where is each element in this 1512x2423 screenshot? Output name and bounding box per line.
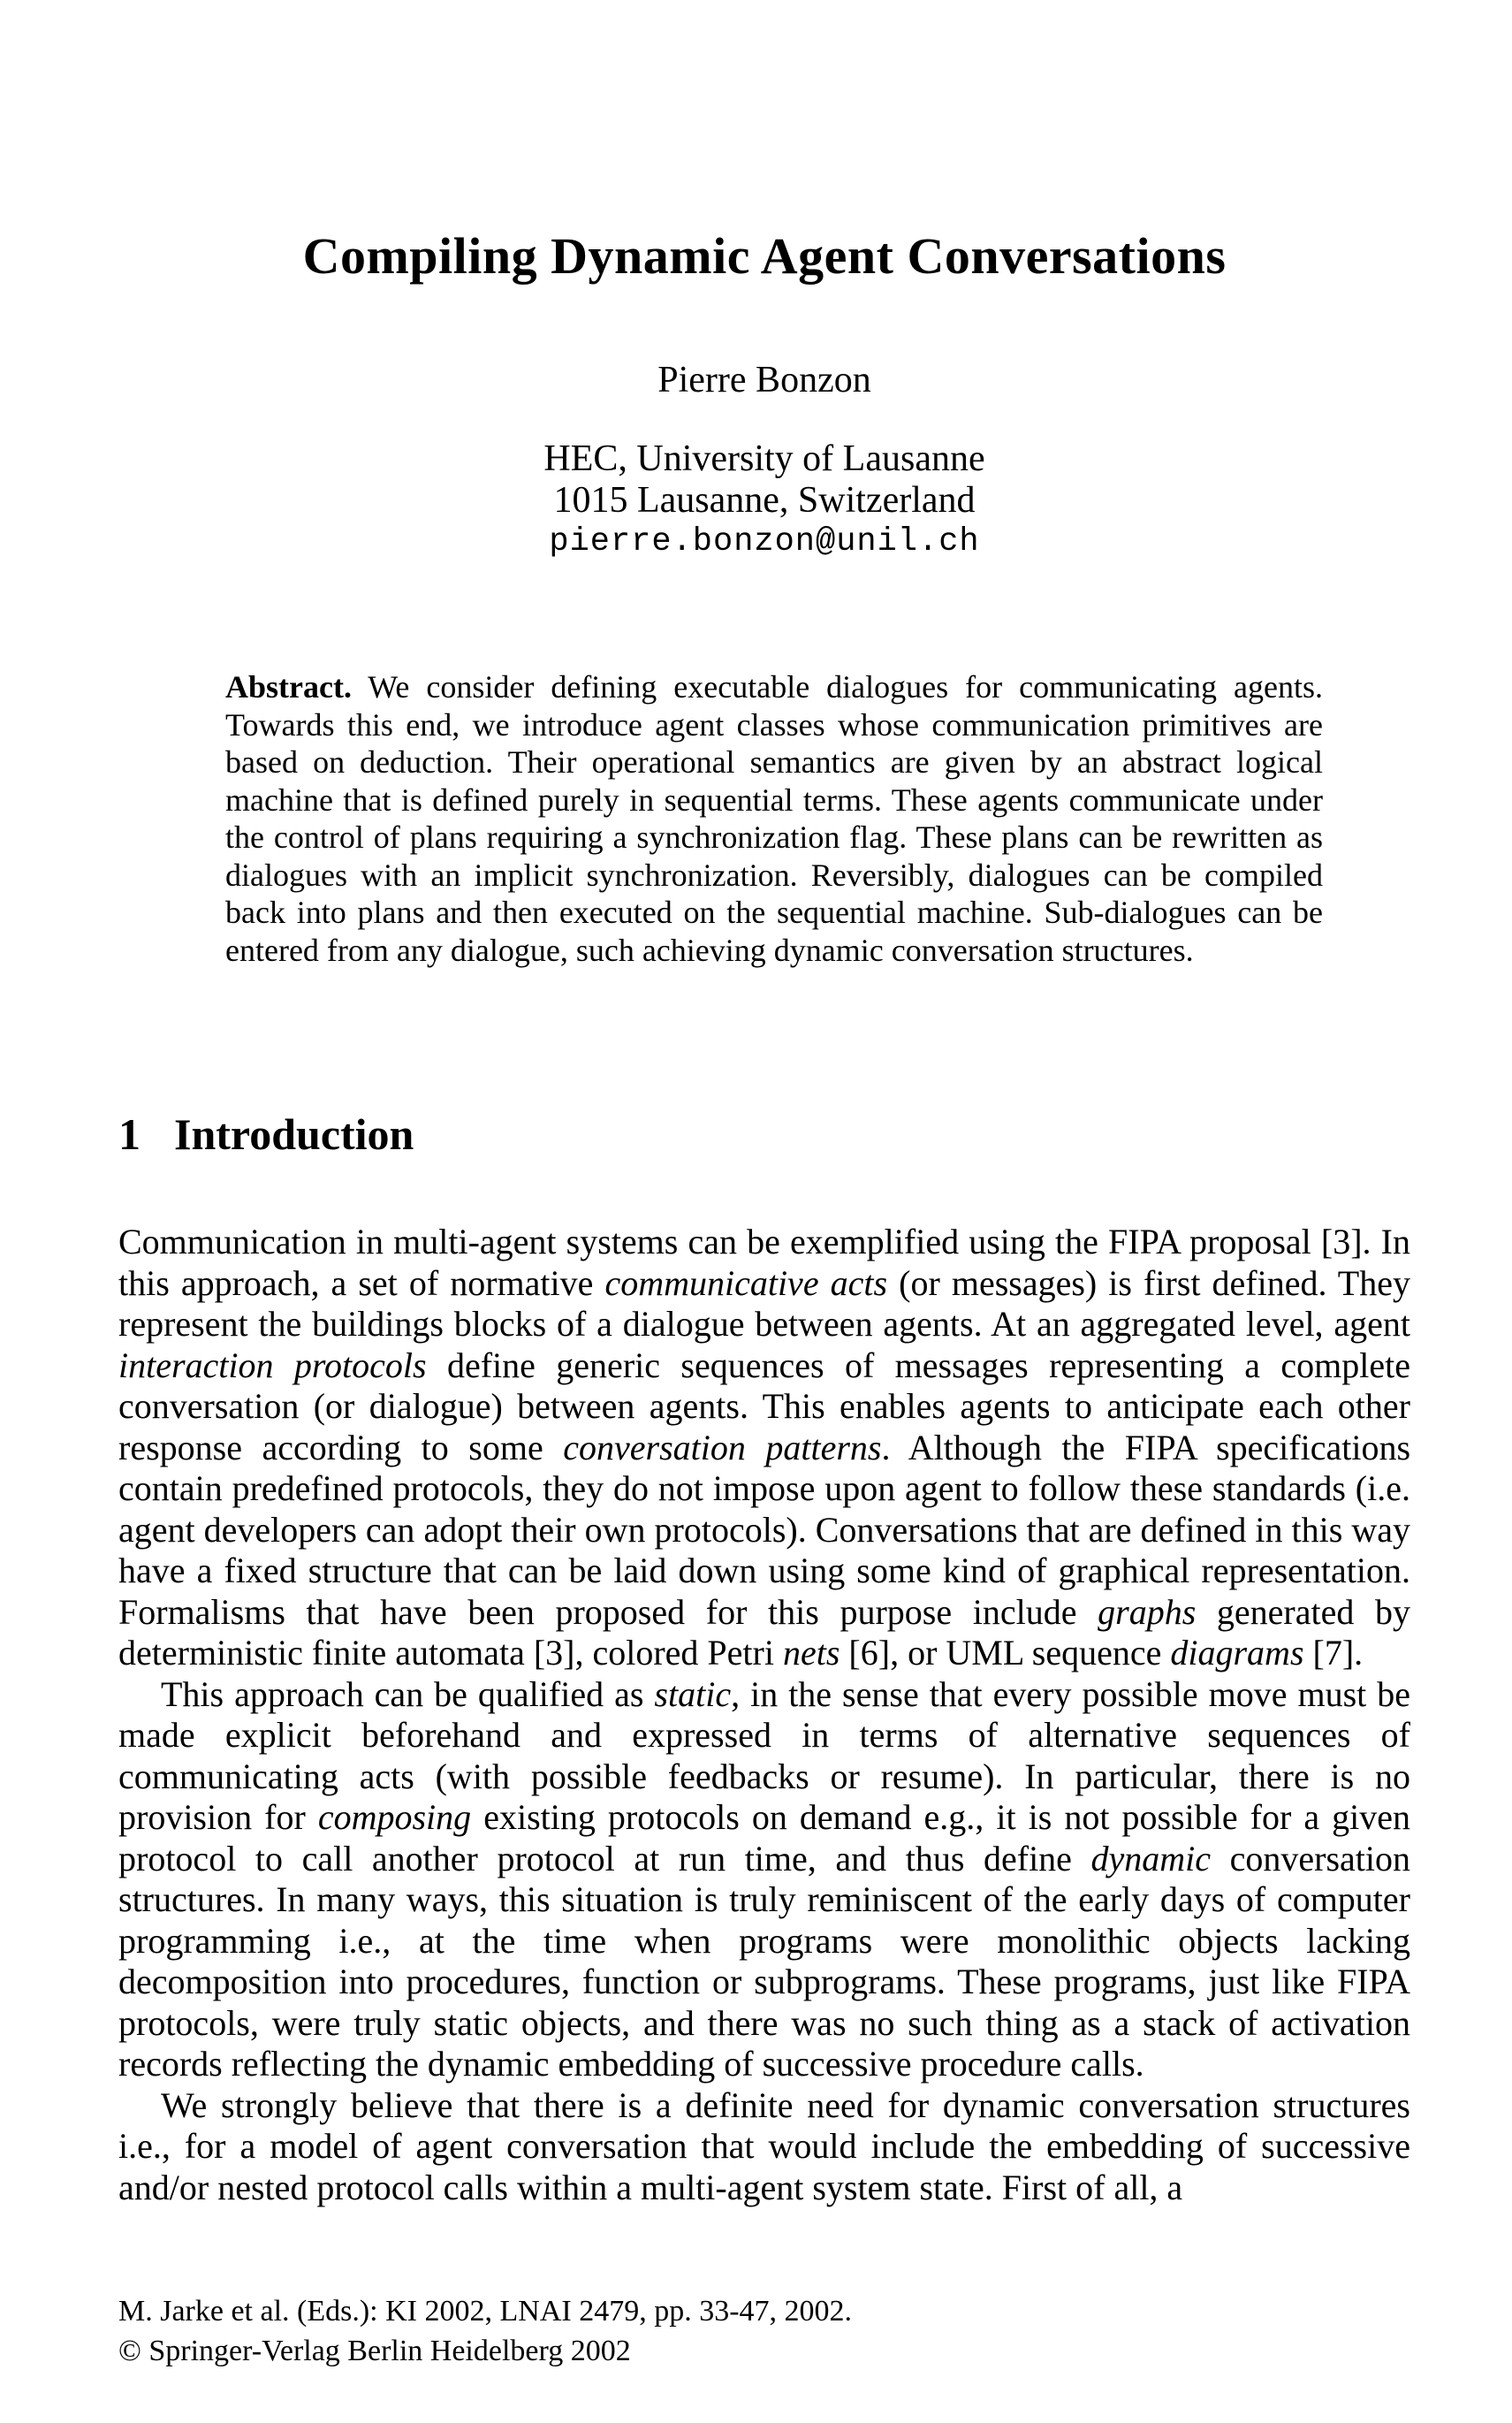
text-run: Communication in multi-agent systems can be exemplified using the FIPA proposal [3]. In this approach, a set of normative [118, 1222, 1410, 1303]
italic-term-dynamic: dynamic [1090, 1838, 1212, 1878]
text-run: generated by deterministic finite automata [3], colored Petri [118, 1591, 1410, 1672]
footer-block [118, 2291, 1410, 2371]
text-run: conversation structures. In many ways, this situation is truly reminiscent of the early days of computer programming i.e., at the time when programs were monolithic objects lacking decomposition into procedures, function or subprograms. These programs, just like FIPA protocols, were truly static objects, and there was no such thing as a stack of activation records reflecting the dynamic embedding of successive procedure calls. [118, 1838, 1411, 2084]
affiliation-block [118, 438, 1410, 563]
text-run: . Although the FIPA specifications contain predefined protocols, they do not impose upon agent to follow these standards (i.e. agent developers can adopt their own protocols). Conversations that are defined in this way have a fixed structure that can be laid down using some kind of graphical representation. Formalisms that have been proposed for this purpose include [118, 1427, 1411, 1632]
text-run: existing protocols on demand e.g., it is not possible for a given protocol to call another protocol at run time, and thus define [118, 1797, 1410, 1878]
footer-copyright: © Springer-Verlag Berlin Heidelberg 2002 [118, 2335, 631, 2367]
intro-paragraph-1 [118, 1222, 1410, 1674]
footer-citation: M. Jarke et al. (Eds.): KI 2002, LNAI 2479, pp. 33-47, 2002. [118, 2295, 853, 2328]
text-run: This approach can be qualified as [161, 1673, 655, 1714]
italic-term-communicative-acts: communicative acts [604, 1262, 888, 1303]
affiliation-line-2: 1015 Lausanne, Switzerland [553, 480, 976, 521]
italic-term-conversation-patterns: conversation patterns [563, 1427, 882, 1467]
section-title: Introduction [174, 1109, 414, 1159]
abstract-text: We consider defining executable dialogues for communicating agents. Towards this end, we introduce agent classes whose communication primitives are based on deduction. Their operational semantics are given by an abstract logical machine that is defined purely in sequential terms. These agents communicate under the control of plans requiring a synchronization flag. These plans can be rewritten as dialogues with an implicit synchronization. Reversibly, dialogues can be compiled back into plans and then executed on the sequential machine. Sub-dialogues can be entered from any dialogue, such achieving dynamic conversation structures. [225, 669, 1323, 968]
text-run: [6], or UML sequence [840, 1633, 1171, 1672]
italic-term-nets: nets [782, 1633, 840, 1672]
introduction-body [118, 1222, 1410, 2208]
section-number: 1 [118, 1109, 141, 1159]
abstract-label: Abstract. [225, 669, 352, 705]
text-run: (or messages) is first defined. They represent the buildings blocks of a dialogue between agents. At an aggregated level, agent [118, 1262, 1410, 1344]
author-email: pierre.bonzon@unil.ch [549, 523, 980, 560]
intro-paragraph-3 [118, 2085, 1410, 2209]
text-run: [7]. [1303, 1633, 1364, 1672]
section-heading-introduction [118, 1109, 1410, 1160]
intro-paragraph-2 [118, 1674, 1410, 2085]
text-run: , in the sense that every possible move must be made explicit beforehand and expressed in terms of alternative sequences of communicating acts (with possible feedbacks or resume). In particular, there is no provision for [118, 1673, 1410, 1837]
italic-term-composing: composing [317, 1797, 472, 1837]
text-run: define generic sequences of messages representing a complete conversation (or dialogue) between agents. This enables agents to anticipate each other response according to some [118, 1345, 1411, 1467]
italic-term-interaction-protocols: interaction protocols [118, 1345, 427, 1385]
abstract-block [225, 668, 1323, 969]
author-name: Pierre Bonzon [657, 360, 871, 400]
italic-term-graphs: graphs [1098, 1591, 1197, 1632]
italic-term-diagrams: diagrams [1170, 1633, 1304, 1672]
text-run: We strongly believe that there is a definite need for dynamic conversation structures i.e., for a model of agent conversation that would include the embedding of successive and/or nested protocol calls within a multi-agent system state. First of all, a [118, 2084, 1410, 2207]
paper-title: Compiling Dynamic Agent Conversations [302, 227, 1227, 285]
affiliation-line-1: HEC, University of Lausanne [543, 438, 985, 479]
italic-term-static: static [654, 1673, 732, 1714]
